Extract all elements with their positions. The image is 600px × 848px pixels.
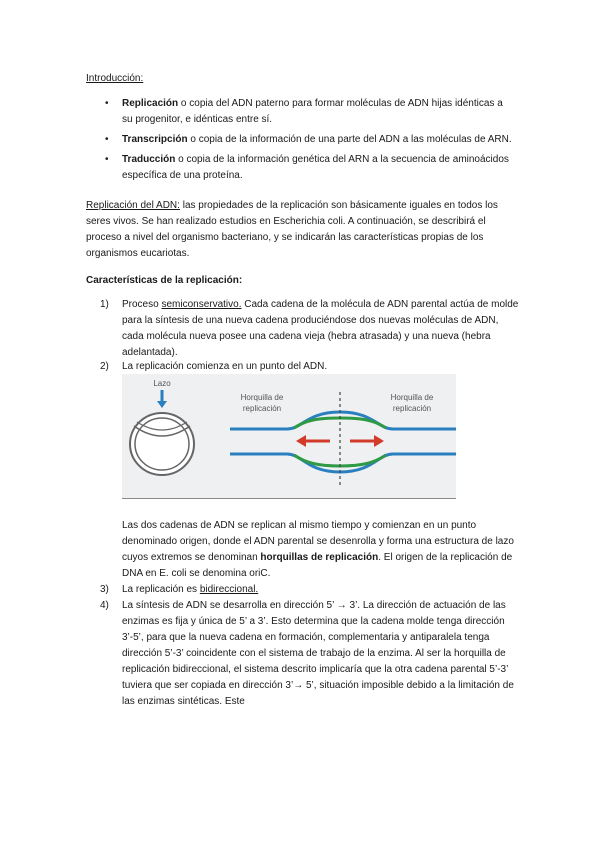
- after-figure-term: horquillas de replicación: [260, 552, 379, 563]
- bullet-text: o copia de la información de una parte del ADN a las moléculas de ARN.: [187, 134, 512, 145]
- intro-bullet-list: [100, 96, 515, 188]
- item-text: La replicación comienza en un punto del ADN.: [122, 361, 328, 372]
- item-text: La síntesis de ADN se desarrolla en dirección 5’ → 3’. La dirección de actuación de las enzimas es fija y única de 5’ a 3’. Esto determina que la cadena molde tenga dirección 3’-5’, para que la nueva cadena en formación, complementaria y antiparalela tenga dirección 5’-3’ coincidente con el sistema de trabajo de la enzima. Al ser la horquilla de replicación bidireccional, el sistema descrito implicaría que la otra cadena parental 5’-3’ tuviera que ser copiada en dirección 3’→ 5’, situación imposible debido a la limitación de las enzimas sintéticas. Este: [122, 600, 514, 707]
- after-figure-post: . El origen de la replicación de DNA en E. coli se denomina oriC.: [122, 552, 513, 579]
- list-item-2: [100, 359, 520, 375]
- characteristics-heading: Características de la replicación:: [86, 275, 243, 286]
- circular-dna-icon: [130, 413, 194, 475]
- replication-label: Replicación del ADN:: [86, 200, 180, 211]
- list-item-4: [100, 598, 520, 710]
- item-pre: La replicación es: [122, 584, 200, 595]
- bullet-text: o copia de la información genética del ARN a la secuencia de aminoácidos específica de una proteína.: [122, 154, 509, 181]
- bullet-icon: •: [105, 134, 109, 145]
- item-number: 4): [100, 600, 109, 611]
- label-right-fork-2: replicación: [392, 404, 432, 413]
- bullet-term: Traducción: [122, 154, 176, 165]
- intro-heading: Introducción:: [86, 73, 144, 84]
- item-term: bidireccional.: [199, 584, 259, 595]
- bullet-term: Transcripción: [122, 134, 188, 145]
- label-lazo: Lazo: [153, 379, 171, 388]
- label-left-fork-2: replicación: [242, 404, 282, 413]
- item-number: 3): [100, 584, 109, 595]
- item-number: 1): [100, 299, 109, 310]
- bullet-text: o copia del ADN paterno para formar moléculas de ADN hijas idénticas a su progenitor, e idénticas entre sí.: [122, 98, 503, 125]
- list-item: [100, 96, 515, 128]
- replication-figure: [122, 374, 456, 500]
- replication-diagram: [122, 374, 456, 500]
- replication-text: las propiedades de la replicación son básicamente iguales en todos los seres vivos. Se han realizado estudios en Escherichia coli. A continuación, se describirá el proceso a nivel del organismo bacteriano, y se indicarán las características propias de los organismos eucariotas.: [86, 200, 498, 259]
- bullet-icon: •: [105, 98, 109, 109]
- list-item: [100, 152, 515, 184]
- item-pre: Proceso: [122, 299, 162, 310]
- after-figure-pre: Las dos cadenas de ADN se replican al mismo tiempo y comienzan en un punto denominado origen, donde el ADN parental se desenrolla y forma una estructura de lazo cuyos extremos se denominan: [122, 520, 514, 563]
- item-number: 2): [100, 361, 109, 372]
- list-item-3: [100, 582, 520, 598]
- label-left-fork-1: Horquilla de: [240, 393, 284, 402]
- item-term: semiconservativo.: [161, 299, 242, 310]
- item-text: Cada cadena de la molécula de ADN parental actúa de molde para la síntesis de una nueva cadena produciéndose dos nuevas moléculas de ADN, cada molécula nueva posee una cadena vieja (hebra atrasada) y una nueva (hebra adelantada).: [122, 299, 519, 358]
- bullet-term: Replicación: [122, 98, 179, 109]
- list-item-1: [100, 297, 520, 361]
- bullet-icon: •: [105, 154, 109, 165]
- list-item: [100, 132, 515, 148]
- outer-circle: [130, 413, 194, 475]
- label-right-fork-1: Horquilla de: [390, 393, 434, 402]
- after-figure-paragraph: [122, 518, 518, 582]
- replication-paragraph: [86, 198, 522, 262]
